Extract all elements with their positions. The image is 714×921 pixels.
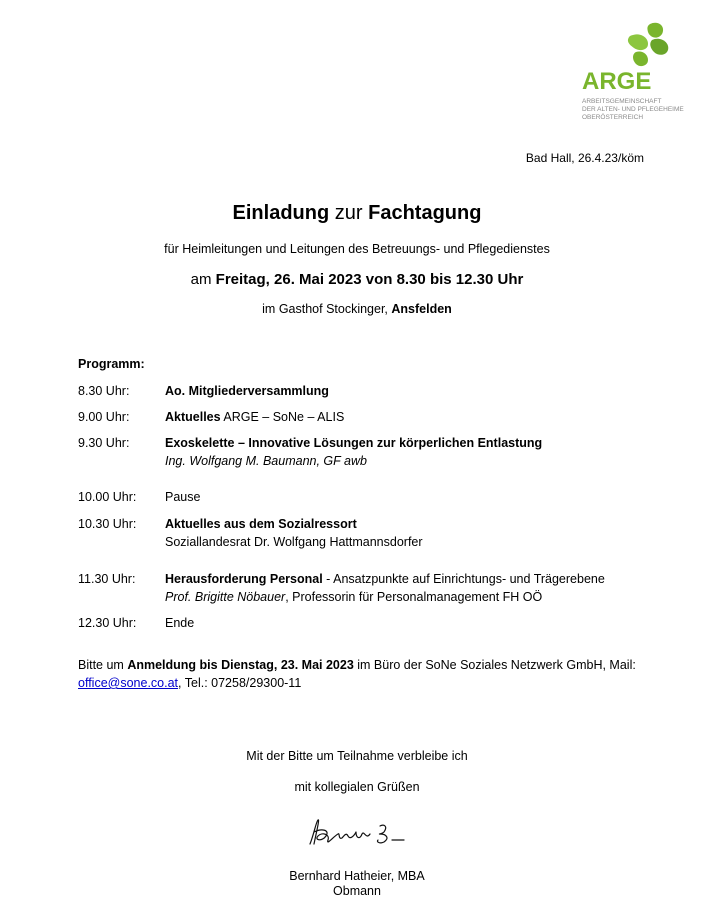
program-time: 8.30 Uhr: xyxy=(78,384,130,398)
program-description: Ao. Mitgliederversammlung xyxy=(165,384,329,398)
program-time: 9.30 Uhr: xyxy=(78,436,130,450)
program-description: Pause xyxy=(165,490,201,504)
closing-greeting: mit kollegialen Grüßen xyxy=(294,780,420,794)
page-title: Einladung zur Fachtagung xyxy=(232,202,482,224)
program-time: 10.30 Uhr: xyxy=(78,517,137,531)
logo-subtitle: ARBEITSGEMEINSCHAFT DER ALTEN- UND PFLEGEHEIME OBERÖSTERREICH xyxy=(582,98,684,121)
leaf-icon xyxy=(622,22,672,68)
speaker: Soziallandesrat Dr. Wolfgang Hattmannsdorfer xyxy=(165,535,423,549)
program-time: 9.00 Uhr: xyxy=(78,410,130,424)
arge-logo xyxy=(578,20,698,130)
subtitle: für Heimleitungen und Leitungen des Betreuungs- und Pflegedienstes xyxy=(164,242,550,256)
speaker: Ing. Wolfgang M. Baumann, GF awb xyxy=(165,454,367,468)
closing-line: Mit der Bitte um Teilnahme verbleibe ich xyxy=(246,749,468,763)
program-description: Aktuelles aus dem Sozialressort Soziallandesrat Dr. Wolfgang Hattmannsdorfer xyxy=(165,515,685,551)
program-description: Aktuelles ARGE – SoNe – ALIS xyxy=(165,410,345,424)
speaker: Prof. Brigitte Nöbauer, Professorin für Personalmanagement FH OÖ xyxy=(165,590,543,604)
program-description: Exoskelette – Innovative Lösungen zur körperlichen Entlastung Ing. Wolfgang M. Baumann, GF awb xyxy=(165,434,685,470)
program-time: 10.00 Uhr: xyxy=(78,490,137,504)
program-heading: Programm: xyxy=(78,357,145,371)
program-time: 12.30 Uhr: xyxy=(78,616,137,630)
signer-name: Bernhard Hatheier, MBA xyxy=(289,869,425,883)
logo-wordmark: ARGE xyxy=(582,68,652,95)
program-description: Herausforderung Personal - Ansatzpunkte auf Einrichtungs- und Trägerebene Prof. Brigitte Nöbauer, Professorin für Personalmanagement FH OÖ xyxy=(165,570,685,606)
registration-note: Bitte um Anmeldung bis Dienstag, 23. Mai 2023 im Büro der SoNe Soziales Netzwerk GmbH, Mail: office@sone.co.at, Tel.: 07258/29300-11 xyxy=(78,658,636,690)
signer-block xyxy=(0,869,714,899)
signer-role: Obmann xyxy=(333,884,381,898)
signature xyxy=(304,814,424,854)
event-date: am Freitag, 26. Mai 2023 von 8.30 bis 12.30 Uhr xyxy=(190,271,524,288)
program-time: 11.30 Uhr: xyxy=(78,572,136,586)
email-link[interactable]: office@sone.co.at xyxy=(78,676,179,690)
program-description: Ende xyxy=(165,616,195,630)
place-date: Bad Hall, 26.4.23/köm xyxy=(525,151,644,165)
event-venue: im Gasthof Stockinger, Ansfelden xyxy=(262,302,452,316)
